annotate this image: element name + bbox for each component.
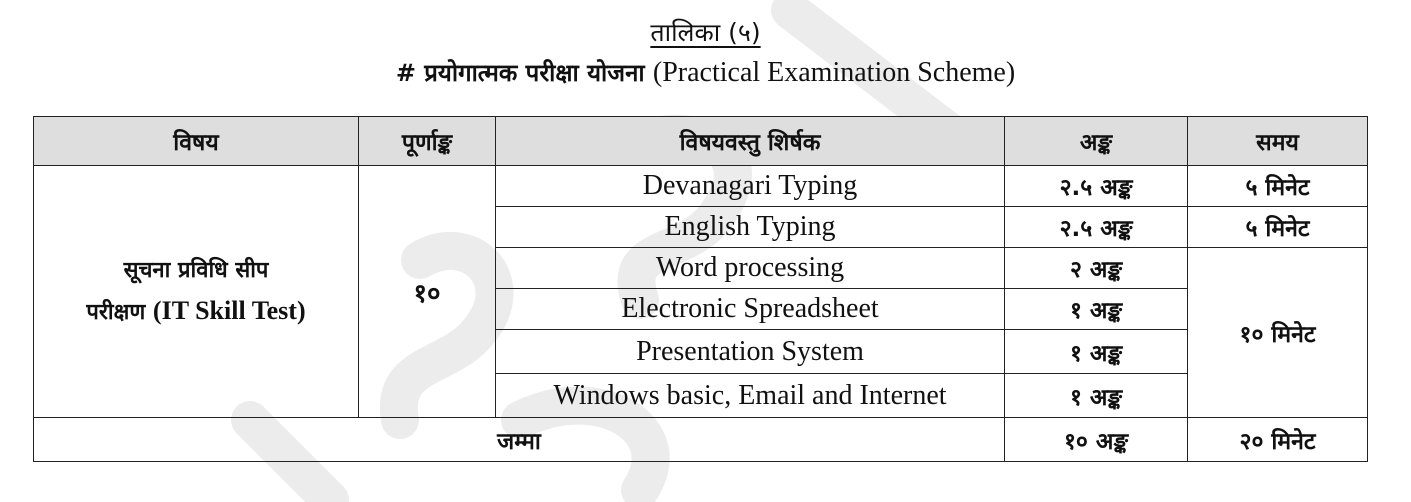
subject-line-2 [34, 291, 358, 333]
marks-cell: २.५ अङ्क [1005, 166, 1188, 207]
subject-line-2-english: (IT Skill Test) [152, 295, 306, 325]
table-title: तालिका (५) [650, 18, 761, 47]
scheme-heading [0, 55, 1411, 91]
header-row [34, 117, 1368, 166]
time-cell: ५ मिनेट [1188, 166, 1368, 207]
header-time: समय [1188, 117, 1368, 166]
topic-cell: Devanagari Typing [496, 166, 1005, 207]
total-marks: १० अङ्क [1005, 418, 1188, 462]
header-topic: विषयवस्तु शिर्षक [496, 117, 1005, 166]
time-cell: ५ मिनेट [1188, 207, 1368, 248]
header-full-marks: पूर्णाङ्क [359, 117, 496, 166]
total-row [34, 418, 1368, 462]
scheme-heading-nepali: # प्रयोगात्मक परीक्षा योजना [395, 59, 645, 87]
total-label: जम्मा [34, 418, 1005, 462]
topic-cell: English Typing [496, 207, 1005, 248]
header-marks: अङ्क [1005, 117, 1188, 166]
marks-cell: १ अङ्क [1005, 330, 1188, 374]
topic-cell: Windows basic, Email and Internet [496, 374, 1005, 418]
merged-time-cell: १० मिनेट [1188, 248, 1368, 418]
subject-line-2-nepali: परीक्षण [86, 299, 146, 325]
header-subject: विषय [34, 117, 359, 166]
marks-cell: २.५ अङ्क [1005, 207, 1188, 248]
marks-cell: २ अङ्क [1005, 248, 1188, 289]
subject-cell [34, 166, 359, 418]
total-time: २० मिनेट [1188, 418, 1368, 462]
marks-cell: १ अङ्क [1005, 289, 1188, 330]
exam-scheme-table [33, 116, 1368, 462]
full-marks-cell: १० [359, 166, 496, 418]
scheme-heading-english: (Practical Examination Scheme) [652, 57, 1016, 88]
topic-cell: Word processing [496, 248, 1005, 289]
topic-cell: Presentation System [496, 330, 1005, 374]
table-row [34, 166, 1368, 207]
subject-line-1: सूचना प्रविधि सीप [123, 257, 269, 283]
marks-cell: १ अङ्क [1005, 374, 1188, 418]
topic-cell: Electronic Spreadsheet [496, 289, 1005, 330]
title-block [0, 14, 1411, 91]
